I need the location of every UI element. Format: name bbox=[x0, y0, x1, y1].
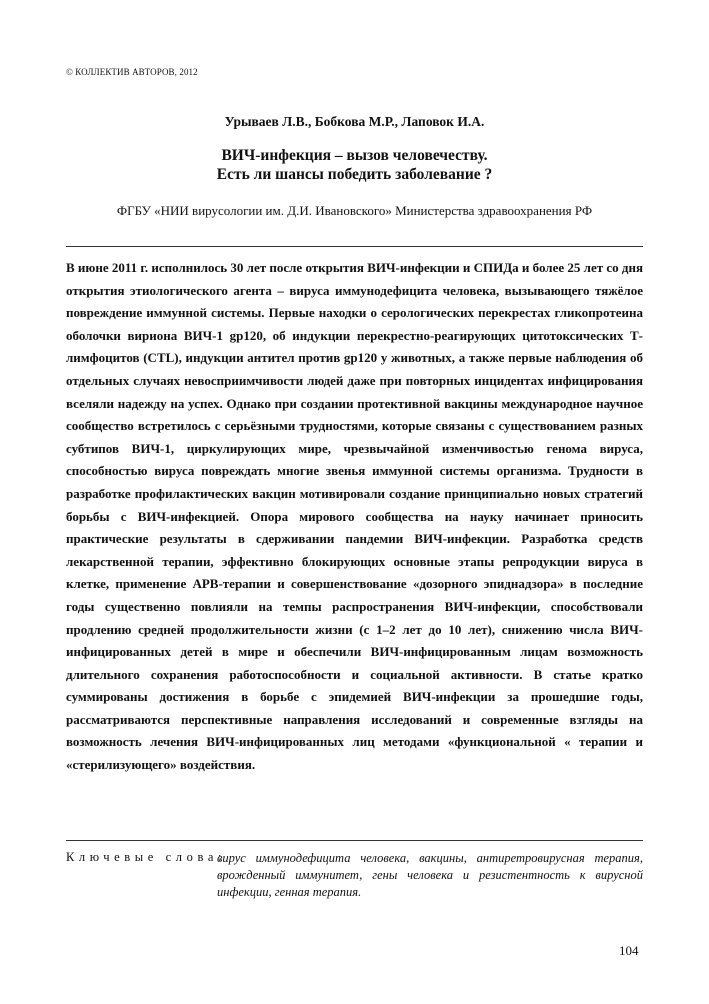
article-affiliation: ФГБУ «НИИ вирусологии им. Д.И. Ивановского» Министерства здравоохранения РФ bbox=[116, 203, 593, 218]
copyright-notice: © КОЛЛЕКТИВ АВТОРОВ, 2012 bbox=[66, 67, 198, 77]
article-title bbox=[0, 146, 709, 184]
keywords-list: вирус иммунодефицита человека, вакцины, антиретровирусная терапия, врожденный иммунитет, гены человека и резистентность к вирусной инфекции, генная терапия. bbox=[217, 851, 643, 899]
title-line-1: ВИЧ-инфекция – вызов человечеству. bbox=[221, 147, 488, 164]
abstract-bottom-rule bbox=[66, 840, 643, 841]
title-line-2: Есть ли шансы победить заболевание ? bbox=[216, 166, 493, 183]
article-authors: Урываев Л.В., Бобкова М.Р., Лаповок И.А. bbox=[224, 114, 485, 129]
keywords-label: Ключевые слова: bbox=[66, 850, 227, 864]
page-number: 104 bbox=[619, 943, 639, 958]
abstract-top-rule bbox=[66, 246, 643, 247]
article-abstract: В июне 2011 г. исполнилось 30 лет после открытия ВИЧ-инфекции и СПИДа и более 25 лет со дня открытия этиологического агента – вируса иммунодефицита человека, вызывающего тяжёлое повреждение иммунной системы. Первые находки о серологических перекрестах гликопротеина оболочки вириона ВИЧ-1 gp120, об индукции перекрестно-реагирующих цитотоксических Т-лимфоцитов (CTL), индукции антител против gp120 у животных, а также первые наблюдения об отдельных случаях невосприимчивости людей даже при повторных инцидентах инфицирования вселяли надежду на успех. Однако при создании протективной вакцины международное научное сообщество встретилось с серьёзными трудностями, которые связаны с существованием разных субтипов ВИЧ-1, циркулирующих мире, чрезвычайной изменчивостью генома вируса, способностью вируса повреждать многие звенья иммунной системы организма. Трудности в разработке профилактических вакцин мотивировали создание принципиально новых стратегий борьбы с ВИЧ-инфекцией. Опора мирового сообщества на науку начинает приносить практические результаты в сдерживании пандемии ВИЧ-инфекции. Разработка средств лекарственной терапии, эффективно блокирующих основные этапы репродукции вируса в клетке, применение АРВ-терапии и совершенствование «дозорного эпиднадзора» в последние годы существенно повлияли на темпы распространения ВИЧ-инфекции, способствовали продлению средней продолжительности жизни (с 1–2 лет до 10 лет), снижению числа ВИЧ-инфицированных детей в мире и обеспечили ВИЧ-инфицированным лицам возможность длительного сохранения работоспособности и социальной активности. В статье кратко суммированы достижения в борьбе с эпидемией ВИЧ-инфекции за прошедшие годы, рассматриваются перспективные направления исследований и современные взгляды на возможность лечения ВИЧ-инфицированных лиц методами «функциональной « терапии и «стерилизующего» воздействия. bbox=[66, 260, 643, 773]
